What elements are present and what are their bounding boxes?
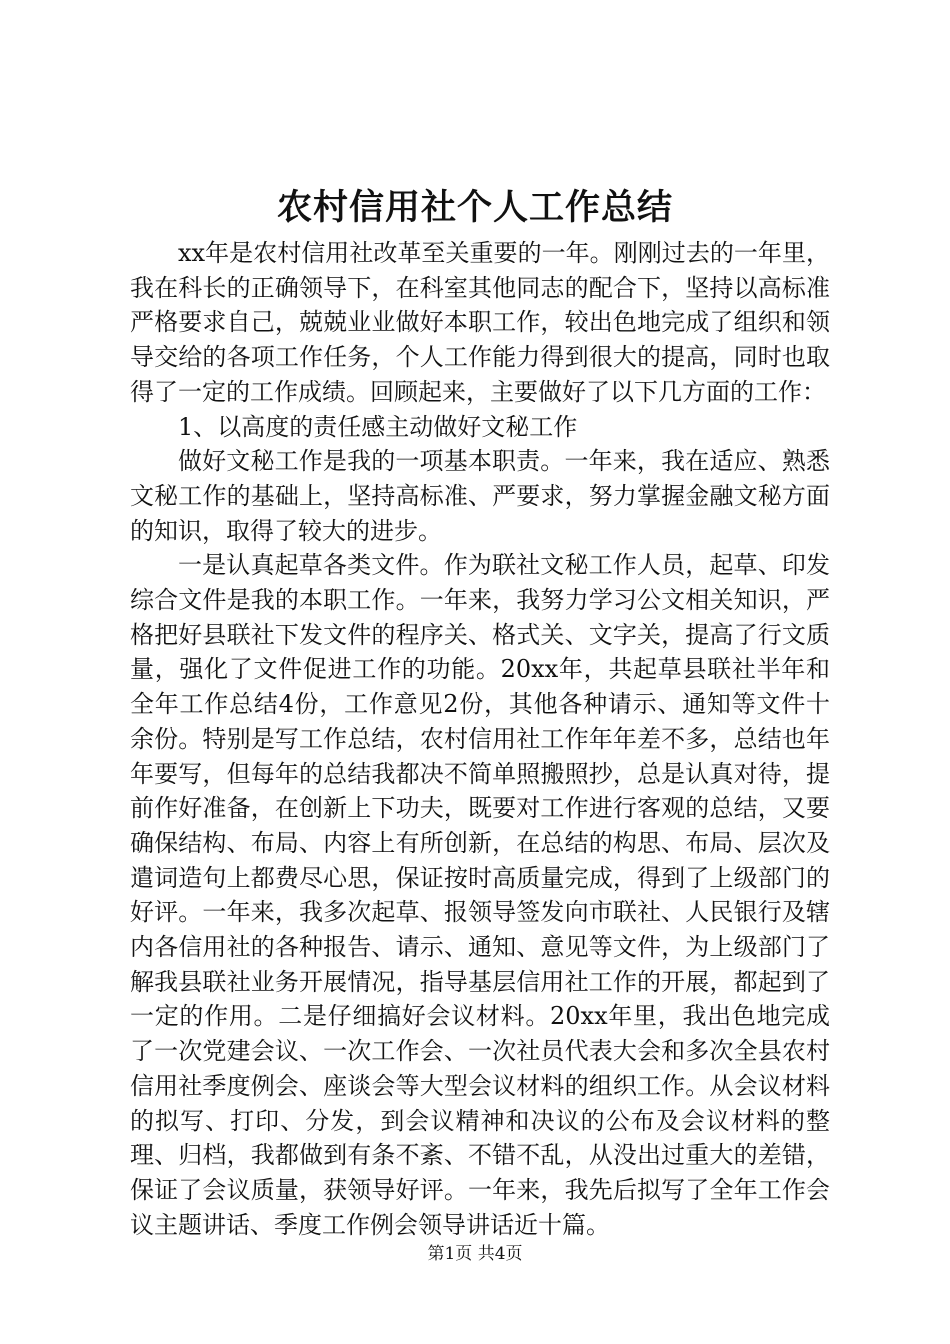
paragraph-duty: 做好文秘工作是我的一项基本职责。一年来，我在适应、熟悉文秘工作的基础上，坚持高标准、严要求，努力掌握金融文秘方面的知识，取得了较大的进步。: [130, 447, 830, 545]
document-body: [130, 236, 830, 1242]
document-title: 农村信用社个人工作总结: [276, 187, 673, 228]
paragraph-drafting: 一是认真起草各类文件。作为联社文秘工作人员，起草、印发综合文件是我的本职工作。一年来，我努力学习公文相关知识，严格把好县联社下发文件的程序关、格式关、文字关，提高了行文质量，强化了文件促进工作的功能。20xx年，共起草县联社半年和全年工作总结4份，工作意见2份，其他各种请示、通知等文件十余份。特别是写工作总结，农村信用社工作年年差不多，总结也年年要写，但每年的总结我都决不简单照搬照抄，总是认真对待，提前作好准备，在创新上下功夫，既要对工作进行客观的总结，又要确保结构、布局、内容上有所创新，在总结的构思、布局、层次及遣词造句上都费尽心思，保证按时高质量完成，得到了上级部门的好评。一年来，我多次起草、报领导签发向市联社、人民银行及辖内各信用社的各种报告、请示、通知、意见等文件，为上级部门了解我县联社业务开展情况，指导基层信用社工作的开展，都起到了一定的作用。二是仔细搞好会议材料。20xx年里，我出色地完成了一次党建会议、一次工作会、一次社员代表大会和多次全县农村信用社季度例会、座谈会等大型会议材料的组织工作。从会议材料的拟写、打印、分发，到会议精神和决议的公布及会议材料的整理、归档，我都做到有条不紊、不错不乱，从没出过重大的差错，保证了会议质量，获领导好评。一年来，我先后拟写了全年工作会议主题讲话、季度工作例会领导讲话近十篇。: [130, 551, 830, 1239]
paragraph-intro: xx年是农村信用社改革至关重要的一年。刚刚过去的一年里，我在科长的正确领导下，在科室其他同志的配合下，坚持以高标准严格要求自己，兢兢业业做好本职工作，较出色地完成了组织和领导交给的各项工作任务，个人工作能力得到很大的提高，同时也取得了一定的工作成绩。回顾起来，主要做好了以下几方面的工作：: [130, 239, 830, 406]
section-heading: 1、以高度的责任感主动做好文秘工作: [178, 412, 578, 441]
page-footer: 第1页 共4页: [427, 1244, 523, 1264]
